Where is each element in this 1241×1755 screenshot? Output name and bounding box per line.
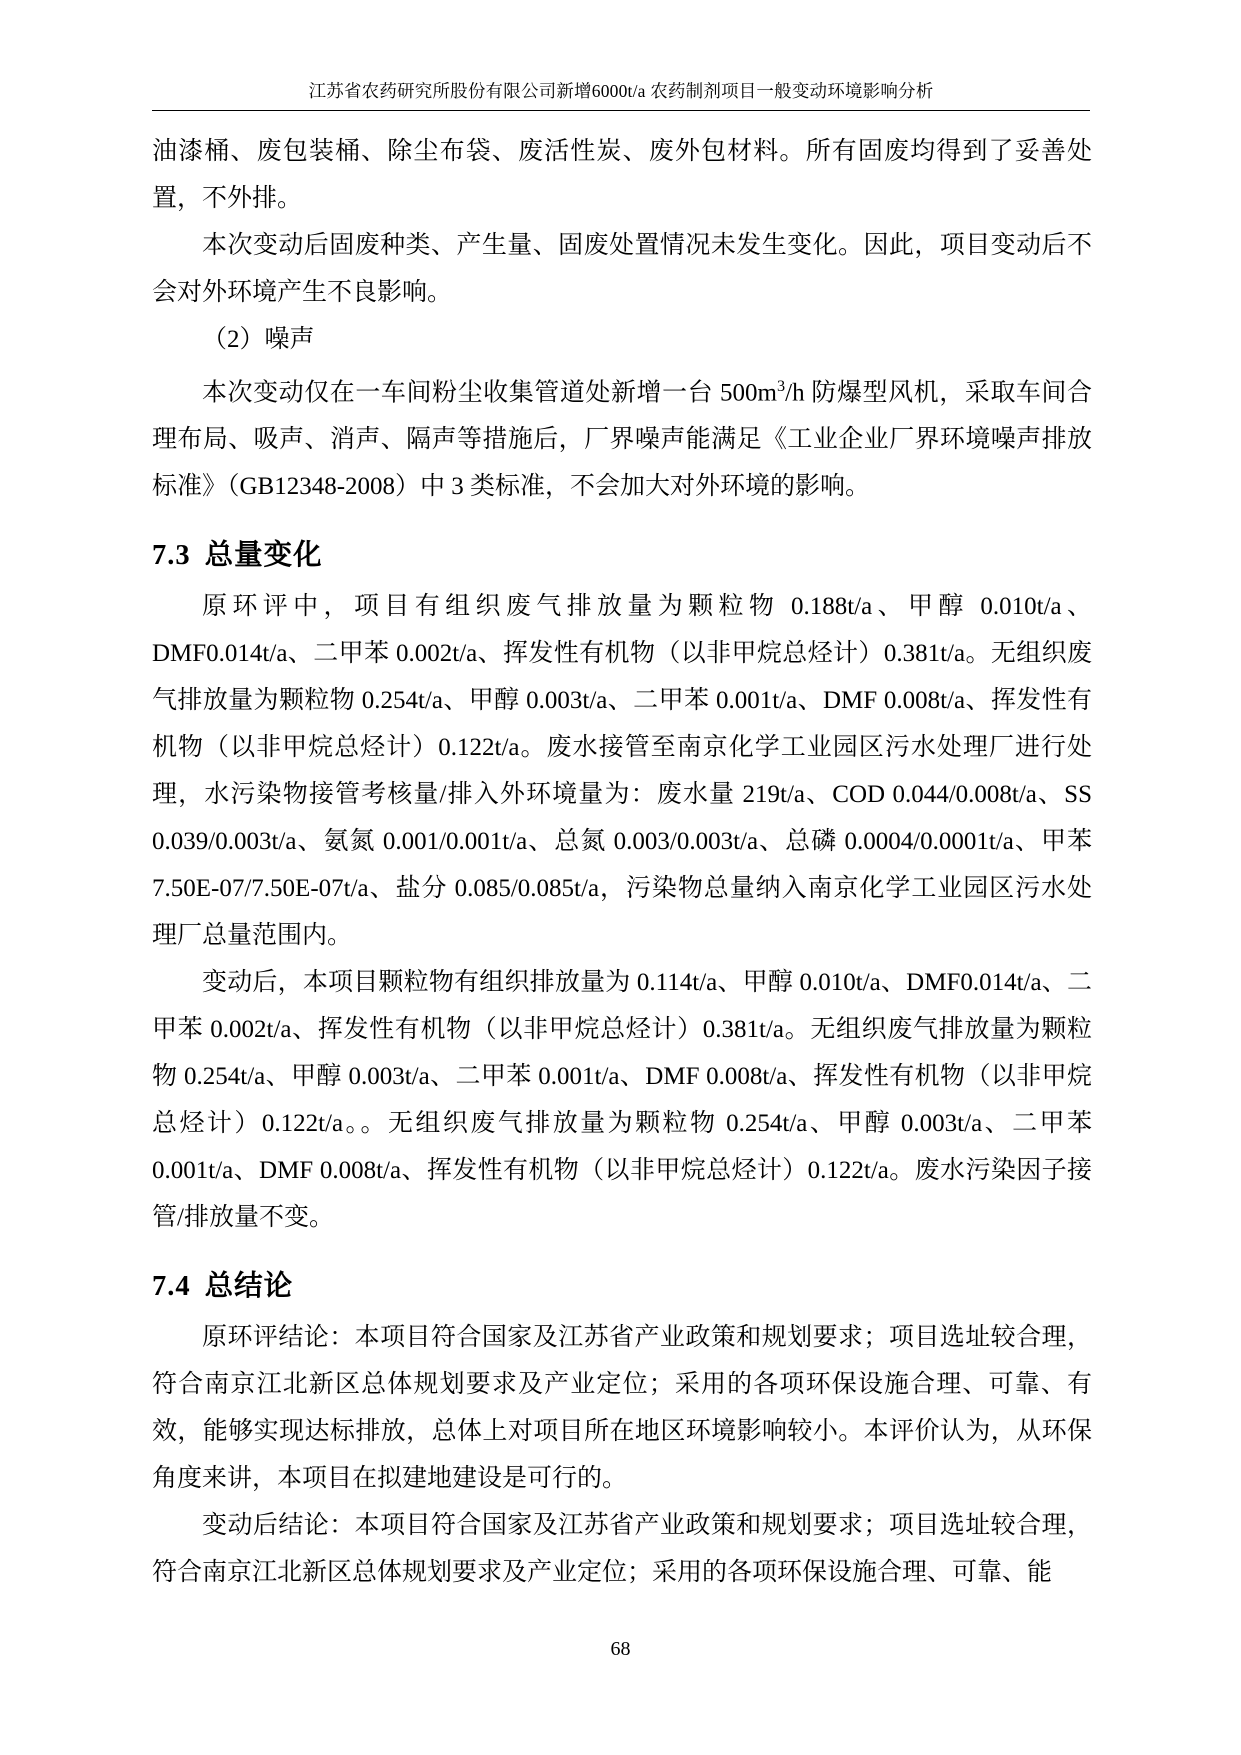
header-divider	[152, 110, 1090, 111]
paragraph-solid-waste-conclusion: 本次变动后固废种类、产生量、固废处置情况未发生变化。因此，项目变动后不会对外环境产生不良影响。	[152, 232, 1092, 306]
noise-text-part2: /h 防爆型风机，采取车间合理布局、吸声、消声、隔声等措施后，厂界噪声能满足《工业企业厂界环境噪声排放标准》（GB12348-2008）中 3 类标准，不会加大对外环境的影响。	[152, 379, 1092, 501]
noise-text-part1: 本次变动仅在一车间粉尘收集管道处新增一台 500m	[202, 379, 777, 407]
paragraph-noise-body	[152, 363, 1092, 510]
page-content	[152, 128, 1092, 1596]
page-header: 江苏省农药研究所股份有限公司新增6000t/a 农药制剂项目一般变动环境影响分析	[308, 81, 934, 101]
page-number: 68	[610, 1638, 631, 1660]
paragraph-original-conclusion: 原环评结论：本项目符合国家及江苏省产业政策和规划要求；项目选址较合理，符合南京江北新区总体规划要求及产业定位；采用的各项环保设施合理、可靠、有效，能够实现达标排放，总体上对项目所在地区环境影响较小。本评价认为，从环保角度来讲，本项目在拟建地建设是可行的。	[152, 1324, 1092, 1493]
section-number-7-4: 7.4	[152, 1271, 191, 1303]
paragraph-after-change-totals: 变动后，本项目颗粒物有组织排放量为 0.114t/a、甲醇 0.010t/a、DMF0.014t/a、二甲苯 0.002t/a、挥发性有机物（以非甲烷总烃计）0.381t/a。无组织废气排放量为颗粒物 0.254t/a、甲醇 0.003t/a、二甲苯 0.001t/a、DMF 0.008t/a、挥发性有机物（以非甲烷总烃计）0.122t/a。。无组织废气排放量为颗粒物 0.254t/a、甲醇 0.003t/a、二甲苯 0.001t/a、DMF 0.008t/a、挥发性有机物（以非甲烷总烃计）0.122t/a。废水污染因子接管/排放量不变。	[152, 969, 1092, 1232]
paragraph-solid-waste-list: 油漆桶、废包装桶、除尘布袋、废活性炭、废外包材料。所有固废均得到了妥善处置，不外排。	[152, 138, 1092, 212]
cubic-meter-superscript: 3	[777, 377, 786, 395]
section-heading-7-3	[152, 532, 1092, 573]
paragraph-noise-heading: （2）噪声	[202, 326, 315, 353]
paragraph-original-eia-totals: 原环评中，项目有组织废气排放量为颗粒物 0.188t/a、甲醇 0.010t/a、DMF0.014t/a、二甲苯 0.002t/a、挥发性有机物（以非甲烷总烃计）0.381t/a。无组织废气排放量为颗粒物 0.254t/a、甲醇 0.003t/a、二甲苯 0.001t/a、DMF 0.008t/a、挥发性有机物（以非甲烷总烃计）0.122t/a。废水接管至南京化学工业园区污水处理厂进行处理，水污染物接管考核量/排入外环境量为：废水量 219t/a、COD 0.044/0.008t/a、SS 0.039/0.003t/a、氨氮 0.001/0.001t/a、总氮 0.003/0.003t/a、总磷 0.0004/0.0001t/a、甲苯 7.50E-07/7.50E-07t/a、盐分 0.085/0.085t/a，污染物总量纳入南京化学工业园区污水处理厂总量范围内。	[152, 593, 1092, 950]
section-heading-7-4	[152, 1263, 1092, 1304]
section-title-7-4: 总结论	[204, 1270, 294, 1303]
section-number-7-3: 7.3	[152, 540, 191, 572]
paragraph-after-change-conclusion: 变动后结论：本项目符合国家及江苏省产业政策和规划要求；项目选址较合理，符合南京江北新区总体规划要求及产业定位；采用的各项环保设施合理、可靠、能	[152, 1512, 1092, 1587]
section-title-7-3: 总量变化	[204, 539, 323, 572]
